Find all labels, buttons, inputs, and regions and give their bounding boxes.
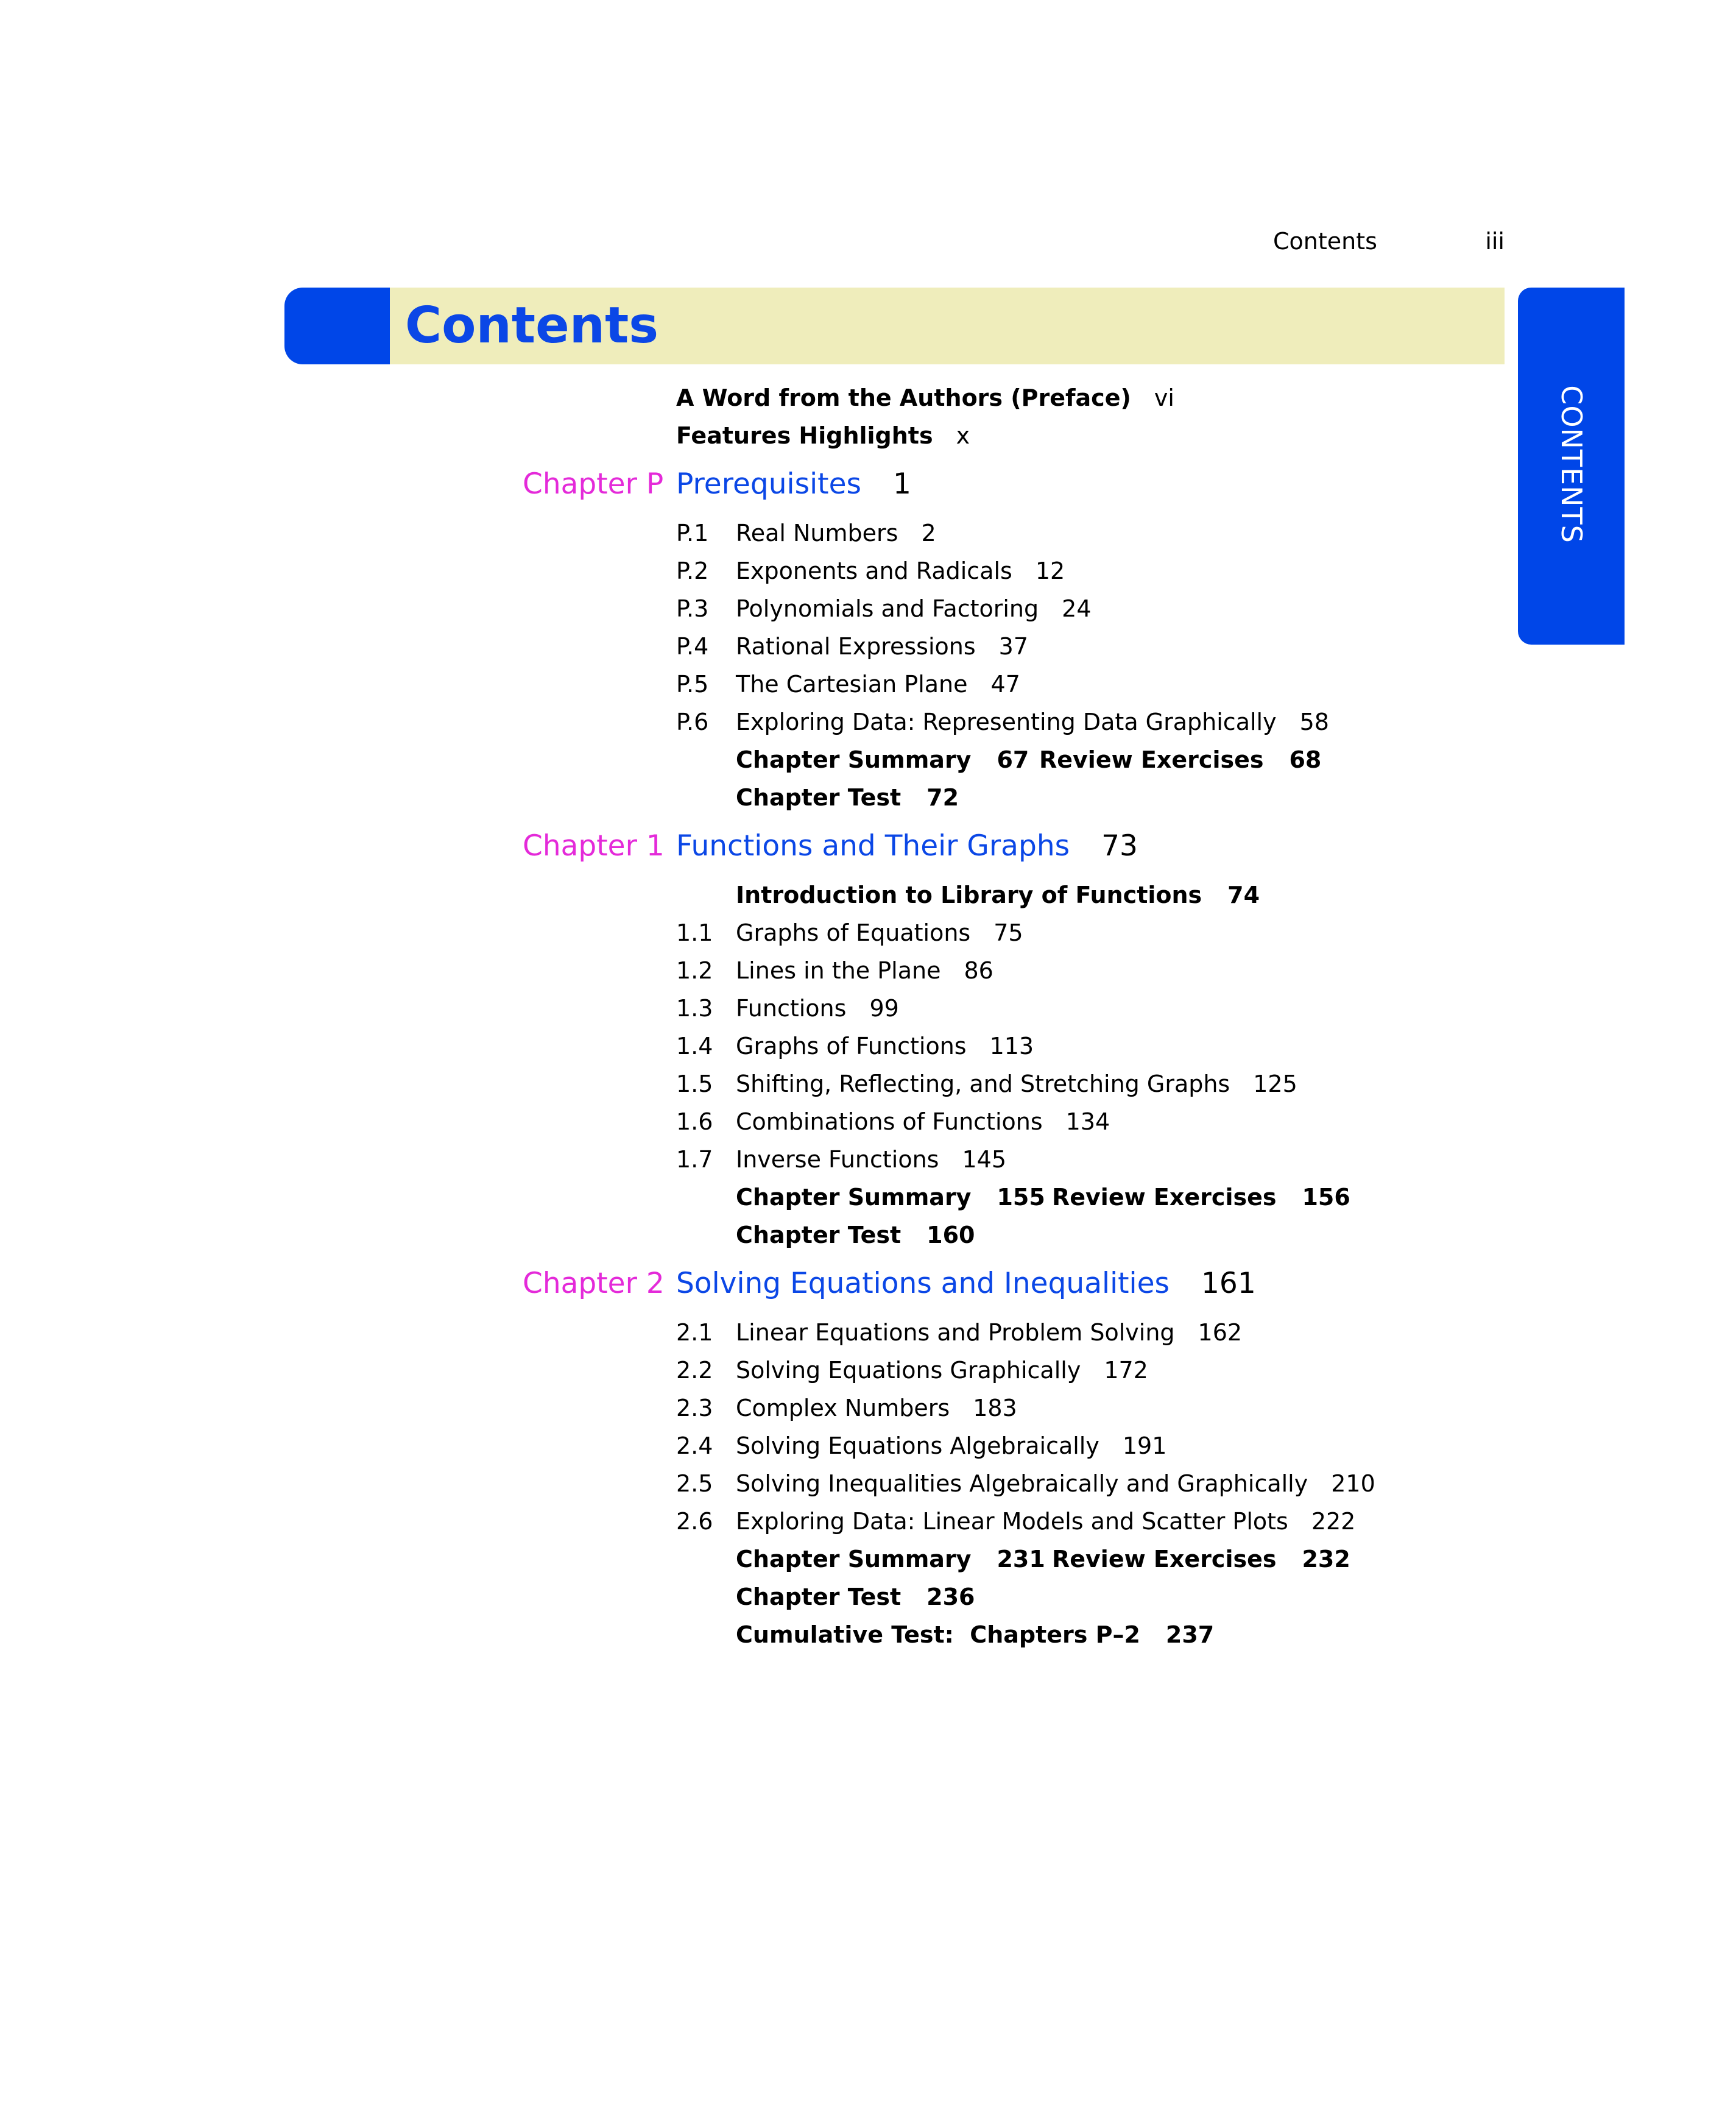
section-number: P.3: [676, 595, 709, 622]
chapter-title: Solving Equations and Inequalities: [676, 1267, 1170, 1300]
section-row[interactable]: [0, 1465, 1736, 1502]
front-matter-title: Features Highlights: [676, 422, 933, 449]
section-page: 12: [1035, 557, 1065, 584]
cumulative-test-row[interactable]: [0, 1616, 1736, 1654]
section-row[interactable]: [0, 1389, 1736, 1427]
chapter-summary-page: 231: [997, 1546, 1045, 1573]
chapter-summary-link[interactable]: [736, 1540, 1045, 1578]
section-page: 134: [1065, 1108, 1110, 1135]
chapter-test-label: Chapter Test: [736, 1584, 902, 1610]
section-row[interactable]: [0, 665, 1736, 703]
section-number: 2.6: [676, 1508, 713, 1535]
section-row[interactable]: [0, 1502, 1736, 1540]
table-of-contents: [0, 379, 1736, 1654]
section-number: 1.1: [676, 919, 713, 946]
chapter-heading[interactable]: [0, 1254, 1736, 1314]
chapter-label: Chapter 2: [523, 1267, 665, 1300]
section-page: 37: [998, 633, 1028, 660]
section-row[interactable]: [0, 514, 1736, 552]
banner-blue-block: [284, 288, 394, 364]
front-matter-item[interactable]: [0, 417, 1736, 455]
section-number: P.1: [676, 520, 709, 547]
section-title: Graphs of Functions: [736, 1033, 967, 1060]
chapter-summary-link[interactable]: [736, 1178, 1045, 1216]
chapter-test-label: Chapter Test: [736, 784, 902, 811]
section-page: 24: [1062, 595, 1092, 622]
section-number: P.5: [676, 671, 709, 698]
summary-row: [0, 741, 1736, 779]
front-matter-page: x: [956, 422, 970, 449]
section-row[interactable]: [0, 1427, 1736, 1465]
section-page: 113: [989, 1033, 1034, 1060]
section-page: 58: [1299, 709, 1329, 735]
section-number: 1.2: [676, 957, 713, 984]
section-title: The Cartesian Plane: [736, 671, 968, 698]
section-row[interactable]: [0, 703, 1736, 741]
chapter-test-row[interactable]: [0, 779, 1736, 816]
section-row[interactable]: [0, 1027, 1736, 1065]
section-title: Solving Equations Algebraically: [736, 1432, 1099, 1459]
chapter-title: Functions and Their Graphs: [676, 829, 1070, 863]
section-number: 1.5: [676, 1070, 713, 1097]
section-title: Shifting, Reflecting, and Stretching Graphs: [736, 1070, 1230, 1097]
chapter-label: Chapter 1: [523, 829, 665, 863]
chapter-test-row[interactable]: [0, 1216, 1736, 1254]
section-number: 2.2: [676, 1357, 713, 1384]
chapter-summary-page: 155: [997, 1184, 1045, 1211]
review-exercises-link[interactable]: [1052, 1178, 1350, 1216]
review-exercises-label: Review Exercises: [1052, 1546, 1277, 1573]
section-row[interactable]: [0, 1314, 1736, 1351]
section-title: Real Numbers: [736, 520, 898, 547]
cumulative-test-label: Cumulative Test: Chapters P–2: [736, 1621, 1140, 1648]
section-title: Exploring Data: Representing Data Graphically: [736, 709, 1277, 735]
chapter-summary-link[interactable]: [736, 741, 1029, 779]
section-number: 2.5: [676, 1470, 713, 1497]
summary-row: [0, 1178, 1736, 1216]
page-title: Contents: [405, 297, 659, 355]
running-head: [1273, 223, 1505, 260]
section-title: Rational Expressions: [736, 633, 976, 660]
contents-banner: [390, 288, 1505, 364]
section-row[interactable]: [0, 952, 1736, 989]
front-matter-page: vi: [1154, 384, 1174, 411]
section-row[interactable]: [0, 1065, 1736, 1103]
review-exercises-link[interactable]: [1039, 741, 1321, 779]
chapter-test-page: 160: [926, 1222, 975, 1248]
section-title: Functions: [736, 995, 847, 1022]
chapter-heading[interactable]: [0, 816, 1736, 876]
chapter-summary-label: Chapter Summary: [736, 1184, 972, 1211]
section-page: 2: [921, 520, 936, 547]
section-title: Complex Numbers: [736, 1395, 950, 1421]
section-number: 2.3: [676, 1395, 713, 1421]
section-page: 47: [990, 671, 1020, 698]
front-matter-item[interactable]: [0, 379, 1736, 417]
section-title: Exponents and Radicals: [736, 557, 1012, 584]
section-number: P.4: [676, 633, 709, 660]
section-page: 145: [962, 1146, 1006, 1173]
review-exercises-label: Review Exercises: [1052, 1184, 1277, 1211]
review-exercises-link[interactable]: [1052, 1540, 1350, 1578]
review-exercises-page: 156: [1302, 1184, 1350, 1211]
section-page: 191: [1122, 1432, 1167, 1459]
chapter-heading[interactable]: [0, 455, 1736, 514]
section-title: Solving Inequalities Algebraically and Graphically: [736, 1470, 1308, 1497]
section-number: 2.4: [676, 1432, 713, 1459]
section-title: Solving Equations Graphically: [736, 1357, 1081, 1384]
section-page: 210: [1331, 1470, 1375, 1497]
chapter-summary-page: 67: [997, 746, 1029, 773]
section-title: Inverse Functions: [736, 1146, 939, 1173]
section-page: 183: [973, 1395, 1017, 1421]
section-row[interactable]: [0, 628, 1736, 665]
chapter-test-page: 72: [926, 784, 959, 811]
summary-row: [0, 1540, 1736, 1578]
section-row[interactable]: [0, 1103, 1736, 1141]
section-title: Lines in the Plane: [736, 957, 941, 984]
section-row[interactable]: [0, 989, 1736, 1027]
section-number: 1.7: [676, 1146, 713, 1173]
section-title: Graphs of Equations: [736, 919, 971, 946]
chapter-intro-row[interactable]: [0, 876, 1736, 914]
chapter-page: 161: [1201, 1267, 1256, 1300]
front-matter-title: A Word from the Authors (Preface): [676, 384, 1131, 411]
section-number: 2.1: [676, 1319, 713, 1346]
chapter-test-page: 236: [926, 1584, 975, 1610]
chapter-label: Chapter P: [523, 467, 664, 501]
running-head-page-number: iii: [1485, 228, 1505, 255]
section-page: 99: [869, 995, 899, 1022]
chapter-test-label: Chapter Test: [736, 1222, 902, 1248]
chapter-test-row[interactable]: [0, 1578, 1736, 1616]
section-row[interactable]: [0, 590, 1736, 628]
section-title: Polynomials and Factoring: [736, 595, 1039, 622]
chapter-summary-label: Chapter Summary: [736, 746, 972, 773]
section-number: P.6: [676, 709, 709, 735]
section-page: 75: [993, 919, 1023, 946]
review-exercises-page: 232: [1302, 1546, 1350, 1573]
chapter-summary-label: Chapter Summary: [736, 1546, 972, 1573]
section-row[interactable]: [0, 1141, 1736, 1178]
section-number: 1.3: [676, 995, 713, 1022]
section-title: Combinations of Functions: [736, 1108, 1043, 1135]
chapter-intro-page: 74: [1227, 882, 1260, 908]
review-exercises-page: 68: [1289, 746, 1322, 773]
chapter-intro-title: Introduction to Library of Functions: [736, 882, 1202, 908]
section-page: 222: [1311, 1508, 1356, 1535]
cumulative-test-page: 237: [1165, 1621, 1215, 1648]
section-row[interactable]: [0, 914, 1736, 952]
chapter-page: 1: [893, 467, 911, 501]
section-title: Linear Equations and Problem Solving: [736, 1319, 1175, 1346]
section-row[interactable]: [0, 1351, 1736, 1389]
section-page: 86: [964, 957, 993, 984]
chapter-page: 73: [1101, 829, 1138, 863]
side-tab-label: CONTENTS: [1554, 385, 1588, 543]
running-head-title: Contents: [1273, 228, 1377, 255]
section-number: 1.6: [676, 1108, 713, 1135]
section-row[interactable]: [0, 552, 1736, 590]
section-page: 172: [1104, 1357, 1148, 1384]
section-number: 1.4: [676, 1033, 713, 1060]
section-page: 125: [1253, 1070, 1297, 1097]
section-number: P.2: [676, 557, 709, 584]
section-title: Exploring Data: Linear Models and Scatter Plots: [736, 1508, 1288, 1535]
review-exercises-label: Review Exercises: [1039, 746, 1264, 773]
chapter-title: Prerequisites: [676, 467, 861, 501]
section-page: 162: [1198, 1319, 1243, 1346]
